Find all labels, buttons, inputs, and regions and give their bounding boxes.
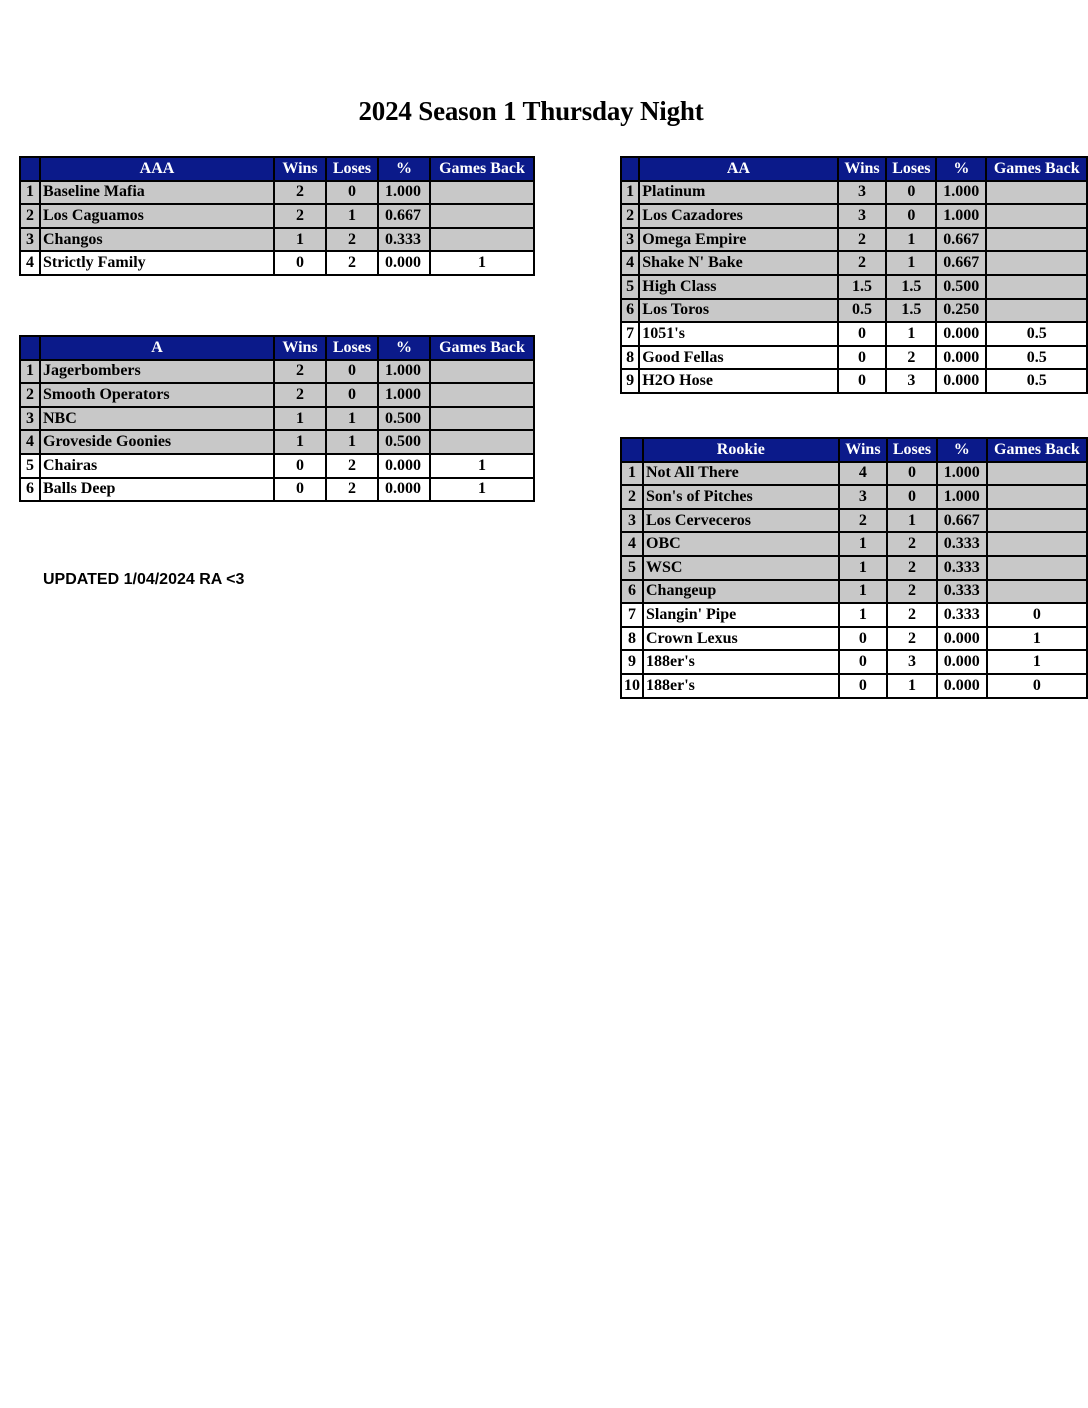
team-name: Los Toros bbox=[639, 299, 837, 323]
team-name: Groveside Goonies bbox=[40, 430, 274, 454]
wins-cell: 3 bbox=[838, 181, 887, 205]
wins-cell: 4 bbox=[839, 462, 888, 486]
games-back-cell: 1 bbox=[987, 627, 1087, 651]
table-row bbox=[621, 674, 1087, 698]
table-row bbox=[621, 627, 1087, 651]
games-back-cell bbox=[430, 360, 534, 384]
table-row bbox=[20, 478, 534, 502]
header-games-back: Games Back bbox=[430, 336, 534, 360]
loses-cell: 1 bbox=[886, 251, 936, 275]
team-name: High Class bbox=[639, 275, 837, 299]
loses-cell: 0 bbox=[326, 181, 378, 205]
team-name: Los Cerveceros bbox=[643, 509, 839, 533]
wins-cell: 2 bbox=[274, 360, 326, 384]
table-row bbox=[621, 462, 1087, 486]
table-row bbox=[20, 251, 534, 275]
wins-cell: 1 bbox=[839, 532, 888, 556]
wins-cell: 0 bbox=[838, 322, 887, 346]
games-back-cell bbox=[987, 580, 1087, 604]
rank-cell: 10 bbox=[621, 674, 643, 698]
division-name: AAA bbox=[40, 157, 274, 181]
wins-cell: 3 bbox=[839, 485, 888, 509]
loses-cell: 2 bbox=[887, 603, 937, 627]
pct-cell: 0.000 bbox=[936, 346, 986, 370]
header-pct: % bbox=[378, 157, 430, 181]
standings-table-rookie bbox=[620, 437, 1088, 699]
table-row bbox=[621, 556, 1087, 580]
table-row bbox=[621, 322, 1087, 346]
rank-cell: 5 bbox=[621, 556, 643, 580]
header-row bbox=[621, 157, 1087, 181]
table-row bbox=[20, 407, 534, 431]
loses-cell: 0 bbox=[886, 204, 936, 228]
games-back-cell bbox=[430, 383, 534, 407]
pct-cell: 1.000 bbox=[378, 383, 430, 407]
wins-cell: 2 bbox=[838, 228, 887, 252]
rank-cell: 5 bbox=[621, 275, 639, 299]
table-row bbox=[621, 603, 1087, 627]
wins-cell: 0 bbox=[838, 346, 887, 370]
games-back-cell: 1 bbox=[987, 650, 1087, 674]
pct-cell: 1.000 bbox=[937, 462, 987, 486]
table-row bbox=[621, 251, 1087, 275]
pct-cell: 0.000 bbox=[936, 322, 986, 346]
pct-cell: 0.250 bbox=[936, 299, 986, 323]
team-name: Platinum bbox=[639, 181, 837, 205]
loses-cell: 2 bbox=[886, 346, 936, 370]
loses-cell: 0 bbox=[887, 485, 937, 509]
rank-cell: 6 bbox=[621, 299, 639, 323]
team-name: 188er's bbox=[643, 650, 839, 674]
wins-cell: 1 bbox=[839, 580, 888, 604]
pct-cell: 0.333 bbox=[937, 580, 987, 604]
rank-cell: 4 bbox=[20, 251, 40, 275]
loses-cell: 1 bbox=[886, 322, 936, 346]
standings-table-aa bbox=[620, 156, 1088, 394]
games-back-cell bbox=[430, 228, 534, 252]
updated-note: UPDATED 1/04/2024 RA <3 bbox=[43, 571, 245, 588]
team-name: Good Fellas bbox=[639, 346, 837, 370]
table-row bbox=[621, 580, 1087, 604]
table-row bbox=[20, 430, 534, 454]
games-back-cell bbox=[430, 407, 534, 431]
team-name: Son's of Pitches bbox=[643, 485, 839, 509]
header-games-back: Games Back bbox=[430, 157, 534, 181]
rank-cell: 2 bbox=[621, 204, 639, 228]
table-row bbox=[20, 360, 534, 384]
header-games-back: Games Back bbox=[987, 438, 1087, 462]
header-loses: Loses bbox=[326, 336, 378, 360]
header-games-back: Games Back bbox=[986, 157, 1087, 181]
wins-cell: 2 bbox=[838, 251, 887, 275]
rank-cell: 6 bbox=[621, 580, 643, 604]
table-row bbox=[621, 204, 1087, 228]
loses-cell: 0 bbox=[886, 181, 936, 205]
division-name: Rookie bbox=[643, 438, 839, 462]
team-name: Jagerbombers bbox=[40, 360, 274, 384]
loses-cell: 2 bbox=[887, 627, 937, 651]
loses-cell: 0 bbox=[326, 360, 378, 384]
games-back-cell bbox=[987, 509, 1087, 533]
header-wins: Wins bbox=[838, 157, 887, 181]
wins-cell: 1.5 bbox=[838, 275, 887, 299]
rank-cell: 9 bbox=[621, 369, 639, 393]
table-row bbox=[20, 383, 534, 407]
pct-cell: 0.000 bbox=[378, 478, 430, 502]
team-name: NBC bbox=[40, 407, 274, 431]
games-back-cell: 1 bbox=[430, 251, 534, 275]
header-loses: Loses bbox=[886, 157, 936, 181]
table-row bbox=[621, 532, 1087, 556]
loses-cell: 1 bbox=[886, 228, 936, 252]
games-back-cell bbox=[430, 181, 534, 205]
pct-cell: 1.000 bbox=[936, 181, 986, 205]
loses-cell: 2 bbox=[887, 532, 937, 556]
pct-cell: 0.000 bbox=[378, 454, 430, 478]
pct-cell: 0.000 bbox=[937, 627, 987, 651]
wins-cell: 2 bbox=[274, 204, 326, 228]
pct-cell: 0.500 bbox=[936, 275, 986, 299]
pct-cell: 1.000 bbox=[378, 181, 430, 205]
loses-cell: 1 bbox=[887, 509, 937, 533]
loses-cell: 1.5 bbox=[886, 299, 936, 323]
wins-cell: 2 bbox=[274, 181, 326, 205]
header-wins: Wins bbox=[274, 336, 326, 360]
team-name: 188er's bbox=[643, 674, 839, 698]
games-back-cell bbox=[987, 462, 1087, 486]
games-back-cell: 0 bbox=[987, 603, 1087, 627]
loses-cell: 2 bbox=[326, 478, 378, 502]
loses-cell: 2 bbox=[887, 580, 937, 604]
pct-cell: 1.000 bbox=[937, 485, 987, 509]
games-back-cell: 0 bbox=[987, 674, 1087, 698]
loses-cell: 2 bbox=[326, 228, 378, 252]
wins-cell: 0 bbox=[274, 251, 326, 275]
pct-cell: 0.333 bbox=[937, 532, 987, 556]
wins-cell: 0 bbox=[839, 627, 888, 651]
rank-cell: 3 bbox=[20, 407, 40, 431]
pct-cell: 0.667 bbox=[378, 204, 430, 228]
table-row bbox=[621, 275, 1087, 299]
rank-cell: 4 bbox=[621, 251, 639, 275]
team-name: Omega Empire bbox=[639, 228, 837, 252]
wins-cell: 0.5 bbox=[838, 299, 887, 323]
standings-table-aaa bbox=[19, 156, 535, 276]
wins-cell: 0 bbox=[274, 478, 326, 502]
corner-cell bbox=[621, 157, 639, 181]
table-row bbox=[20, 228, 534, 252]
rank-cell: 8 bbox=[621, 346, 639, 370]
table-row bbox=[621, 369, 1087, 393]
loses-cell: 0 bbox=[326, 383, 378, 407]
wins-cell: 1 bbox=[274, 228, 326, 252]
table-row bbox=[621, 181, 1087, 205]
games-back-cell bbox=[987, 485, 1087, 509]
loses-cell: 2 bbox=[887, 556, 937, 580]
wins-cell: 1 bbox=[839, 556, 888, 580]
games-back-cell bbox=[986, 299, 1087, 323]
loses-cell: 2 bbox=[326, 454, 378, 478]
corner-cell bbox=[20, 157, 40, 181]
rank-cell: 3 bbox=[621, 509, 643, 533]
team-name: Slangin' Pipe bbox=[643, 603, 839, 627]
pct-cell: 0.500 bbox=[378, 430, 430, 454]
division-name: A bbox=[40, 336, 274, 360]
pct-cell: 0.000 bbox=[936, 369, 986, 393]
rank-cell: 6 bbox=[20, 478, 40, 502]
team-name: Not All There bbox=[643, 462, 839, 486]
loses-cell: 1 bbox=[887, 674, 937, 698]
table-row bbox=[20, 454, 534, 478]
table-row bbox=[20, 181, 534, 205]
wins-cell: 0 bbox=[274, 454, 326, 478]
pct-cell: 0.500 bbox=[378, 407, 430, 431]
games-back-cell bbox=[987, 556, 1087, 580]
rank-cell: 4 bbox=[621, 532, 643, 556]
header-row bbox=[20, 336, 534, 360]
loses-cell: 0 bbox=[887, 462, 937, 486]
wins-cell: 0 bbox=[838, 369, 887, 393]
table-row bbox=[621, 228, 1087, 252]
games-back-cell bbox=[987, 532, 1087, 556]
header-wins: Wins bbox=[839, 438, 888, 462]
games-back-cell bbox=[986, 275, 1087, 299]
team-name: Changos bbox=[40, 228, 274, 252]
wins-cell: 1 bbox=[274, 430, 326, 454]
rank-cell: 2 bbox=[621, 485, 643, 509]
team-name: Los Caguamos bbox=[40, 204, 274, 228]
pct-cell: 0.333 bbox=[937, 603, 987, 627]
team-name: OBC bbox=[643, 532, 839, 556]
header-wins: Wins bbox=[274, 157, 326, 181]
table-row bbox=[20, 204, 534, 228]
table-row bbox=[621, 509, 1087, 533]
games-back-cell: 1 bbox=[430, 454, 534, 478]
games-back-cell bbox=[986, 251, 1087, 275]
pct-cell: 0.333 bbox=[378, 228, 430, 252]
team-name: Balls Deep bbox=[40, 478, 274, 502]
header-pct: % bbox=[936, 157, 986, 181]
rank-cell: 1 bbox=[621, 462, 643, 486]
loses-cell: 1 bbox=[326, 204, 378, 228]
table-row bbox=[621, 299, 1087, 323]
games-back-cell: 1 bbox=[430, 478, 534, 502]
table-row bbox=[621, 485, 1087, 509]
wins-cell: 0 bbox=[839, 674, 888, 698]
wins-cell: 0 bbox=[839, 650, 888, 674]
standings-table-a bbox=[19, 335, 535, 502]
team-name: 1051's bbox=[639, 322, 837, 346]
corner-cell bbox=[20, 336, 40, 360]
pct-cell: 1.000 bbox=[936, 204, 986, 228]
team-name: Los Cazadores bbox=[639, 204, 837, 228]
pct-cell: 0.667 bbox=[936, 228, 986, 252]
header-pct: % bbox=[378, 336, 430, 360]
games-back-cell bbox=[986, 204, 1087, 228]
wins-cell: 3 bbox=[838, 204, 887, 228]
games-back-cell bbox=[430, 430, 534, 454]
pct-cell: 0.000 bbox=[937, 674, 987, 698]
team-name: Chairas bbox=[40, 454, 274, 478]
loses-cell: 1.5 bbox=[886, 275, 936, 299]
table-row bbox=[621, 650, 1087, 674]
loses-cell: 1 bbox=[326, 430, 378, 454]
pct-cell: 1.000 bbox=[378, 360, 430, 384]
rank-cell: 9 bbox=[621, 650, 643, 674]
rank-cell: 5 bbox=[20, 454, 40, 478]
team-name: Baseline Mafia bbox=[40, 181, 274, 205]
rank-cell: 1 bbox=[621, 181, 639, 205]
pct-cell: 0.333 bbox=[937, 556, 987, 580]
pct-cell: 0.000 bbox=[937, 650, 987, 674]
table-row bbox=[621, 346, 1087, 370]
team-name: Smooth Operators bbox=[40, 383, 274, 407]
rank-cell: 2 bbox=[20, 383, 40, 407]
header-row bbox=[20, 157, 534, 181]
games-back-cell bbox=[986, 228, 1087, 252]
rank-cell: 1 bbox=[20, 181, 40, 205]
team-name: Changeup bbox=[643, 580, 839, 604]
header-pct: % bbox=[937, 438, 987, 462]
wins-cell: 1 bbox=[274, 407, 326, 431]
header-loses: Loses bbox=[326, 157, 378, 181]
team-name: Shake N' Bake bbox=[639, 251, 837, 275]
wins-cell: 2 bbox=[839, 509, 888, 533]
rank-cell: 1 bbox=[20, 360, 40, 384]
loses-cell: 2 bbox=[326, 251, 378, 275]
team-name: Strictly Family bbox=[40, 251, 274, 275]
team-name: H2O Hose bbox=[639, 369, 837, 393]
loses-cell: 1 bbox=[326, 407, 378, 431]
rank-cell: 8 bbox=[621, 627, 643, 651]
division-name: AA bbox=[639, 157, 837, 181]
wins-cell: 2 bbox=[274, 383, 326, 407]
rank-cell: 7 bbox=[621, 603, 643, 627]
rank-cell: 2 bbox=[20, 204, 40, 228]
wins-cell: 1 bbox=[839, 603, 888, 627]
pct-cell: 0.000 bbox=[378, 251, 430, 275]
header-row bbox=[621, 438, 1087, 462]
page-title: 2024 Season 1 Thursday Night bbox=[358, 96, 704, 126]
team-name: WSC bbox=[643, 556, 839, 580]
games-back-cell: 0.5 bbox=[986, 369, 1087, 393]
corner-cell bbox=[621, 438, 643, 462]
loses-cell: 3 bbox=[887, 650, 937, 674]
games-back-cell: 0.5 bbox=[986, 346, 1087, 370]
games-back-cell bbox=[986, 181, 1087, 205]
team-name: Crown Lexus bbox=[643, 627, 839, 651]
pct-cell: 0.667 bbox=[937, 509, 987, 533]
pct-cell: 0.667 bbox=[936, 251, 986, 275]
rank-cell: 3 bbox=[20, 228, 40, 252]
rank-cell: 4 bbox=[20, 430, 40, 454]
header-loses: Loses bbox=[887, 438, 937, 462]
rank-cell: 3 bbox=[621, 228, 639, 252]
games-back-cell: 0.5 bbox=[986, 322, 1087, 346]
games-back-cell bbox=[430, 204, 534, 228]
rank-cell: 7 bbox=[621, 322, 639, 346]
loses-cell: 3 bbox=[886, 369, 936, 393]
